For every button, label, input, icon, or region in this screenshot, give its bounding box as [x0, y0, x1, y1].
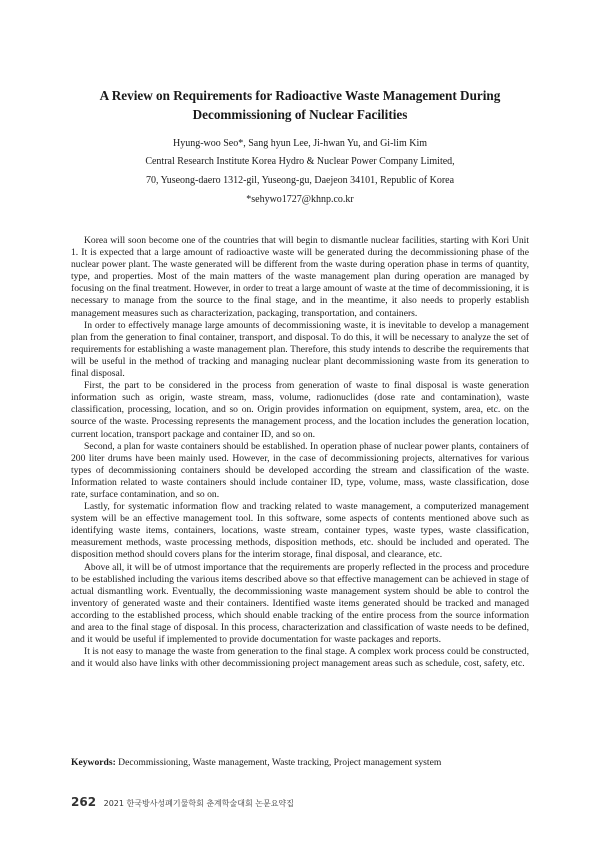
- keywords-text: Decommissioning, Waste management, Waste tracking, Project management system: [115, 757, 442, 768]
- affiliation-line-2: 70, Yuseong-daero 1312-gil, Yuseong-gu, Daejeon 34101, Republic of Korea: [145, 175, 455, 186]
- author-list: Hyung-woo Seo*, Sang hyun Lee, Ji-hwan Yu, and Gi-lim Kim: [172, 138, 428, 149]
- author-email: *sehywo1727@khnp.co.kr: [246, 194, 354, 205]
- paragraph: First, the part to be considered in the process from generation of waste to final disposal is waste generation information such as origin, waste stream, mass, volume, radionuclides (dose rate and contamination), waste classification, processing, location, and so on. Origin provides information on equipment, system, area, etc. on the source of the waste. Processing represents the management process, and the location includes the generation location, current location, transport package and container ID, and so on.: [71, 380, 529, 440]
- paragraph: In order to effectively manage large amounts of decommissioning waste, it is inevitable to develop a management plan from the generation to final container, transport, and disposal. To do this, it will be necessary to analyze the set of requirements for establishing a waste management plan. Therefore, this study intends to describe the requirements that will be useful in the method of tracking and managing nuclear plant decommissioning waste from its generation to final disposal.: [71, 319, 529, 380]
- paragraph: Second, a plan for waste containers should be established. In operation phase of nuclear power plants, containers of 200 liter drums have been mainly used. However, in the case of decommissioning projects, alternatives for various types of decommissioning containers should be developed according the stream and classification of the waste. Information related to waste containers should include container ID, type, volume, mass, waste classification, dose rate, surface contamination, and so on.: [71, 440, 529, 500]
- paper-title: [60, 86, 540, 124]
- paragraph: Above all, it will be of utmost importance that the requirements are properly reflected in the process and procedure to be established including the various items described above so that effective management can be achieved in stage of actual dismantling work. Eventually, the decommissioning waste management system should be able to control the inventory of generated waste and their containers. Identified waste items generated should be tracked and managed according to the established process, which should enable tracking of the entire process from the source information and area to the final stage of disposal. In this process, characterization and classification of waste needs to be defined, and it would be useful if implemented to provide documentation for waste packages and reports.: [71, 561, 529, 646]
- paragraph: Korea will soon become one of the countries that will begin to dismantle nuclear facilities, starting with Kori Unit 1. It is expected that a large amount of radioactive waste will be generated during the decommissioning phase of the nuclear power plant. The waste generated will be different from the waste during operation phase in terms of quantity, type, and properties. Most of the main matters of the waste management plan during operation are managed by focusing on the final treatment. However, in order to treat a large amount of waste at the time of decommissioning, it is necessary to manage from the source to the final stage, and in the meantime, it also needs to properly establish management measures such as characterization, packaging, transportation, and containers.: [71, 235, 529, 319]
- affiliation-line-1: Central Research Institute Korea Hydro & Nuclear Power Company Limited,: [145, 156, 455, 167]
- title-line-1: A Review on Requirements for Radioactive Waste Management During: [99, 88, 501, 103]
- conference-name: 2021 한국방사성폐기물학회 춘계학술대회 논문요약집: [103, 799, 294, 808]
- page-number: 262: [71, 795, 97, 809]
- abstract-body: [71, 235, 529, 670]
- keywords: [71, 757, 529, 769]
- page-footer: [71, 795, 294, 809]
- title-line-2: Decommissioning of Nuclear Facilities: [192, 107, 408, 122]
- paragraph: Lastly, for systematic information flow and tracking related to waste management, a computerized management system will be an effective management tool. In this software, some aspects of contents mentioned above such as identifying waste items, containers, locations, waste stream, container types, waste types, waste classification, measurement methods, waste processing methods, disposition methods, etc. should be included and operated. The disposition method should covers plans for the interim storage, final disposal, and clearance, etc.: [71, 501, 529, 561]
- keywords-label: Keywords:: [71, 757, 116, 768]
- paragraph: It is not easy to manage the waste from generation to the final stage. A complex work process could be constructed, and it would also have links with other decommissioning project management areas such as schedule, cost, safety, etc.: [71, 646, 529, 670]
